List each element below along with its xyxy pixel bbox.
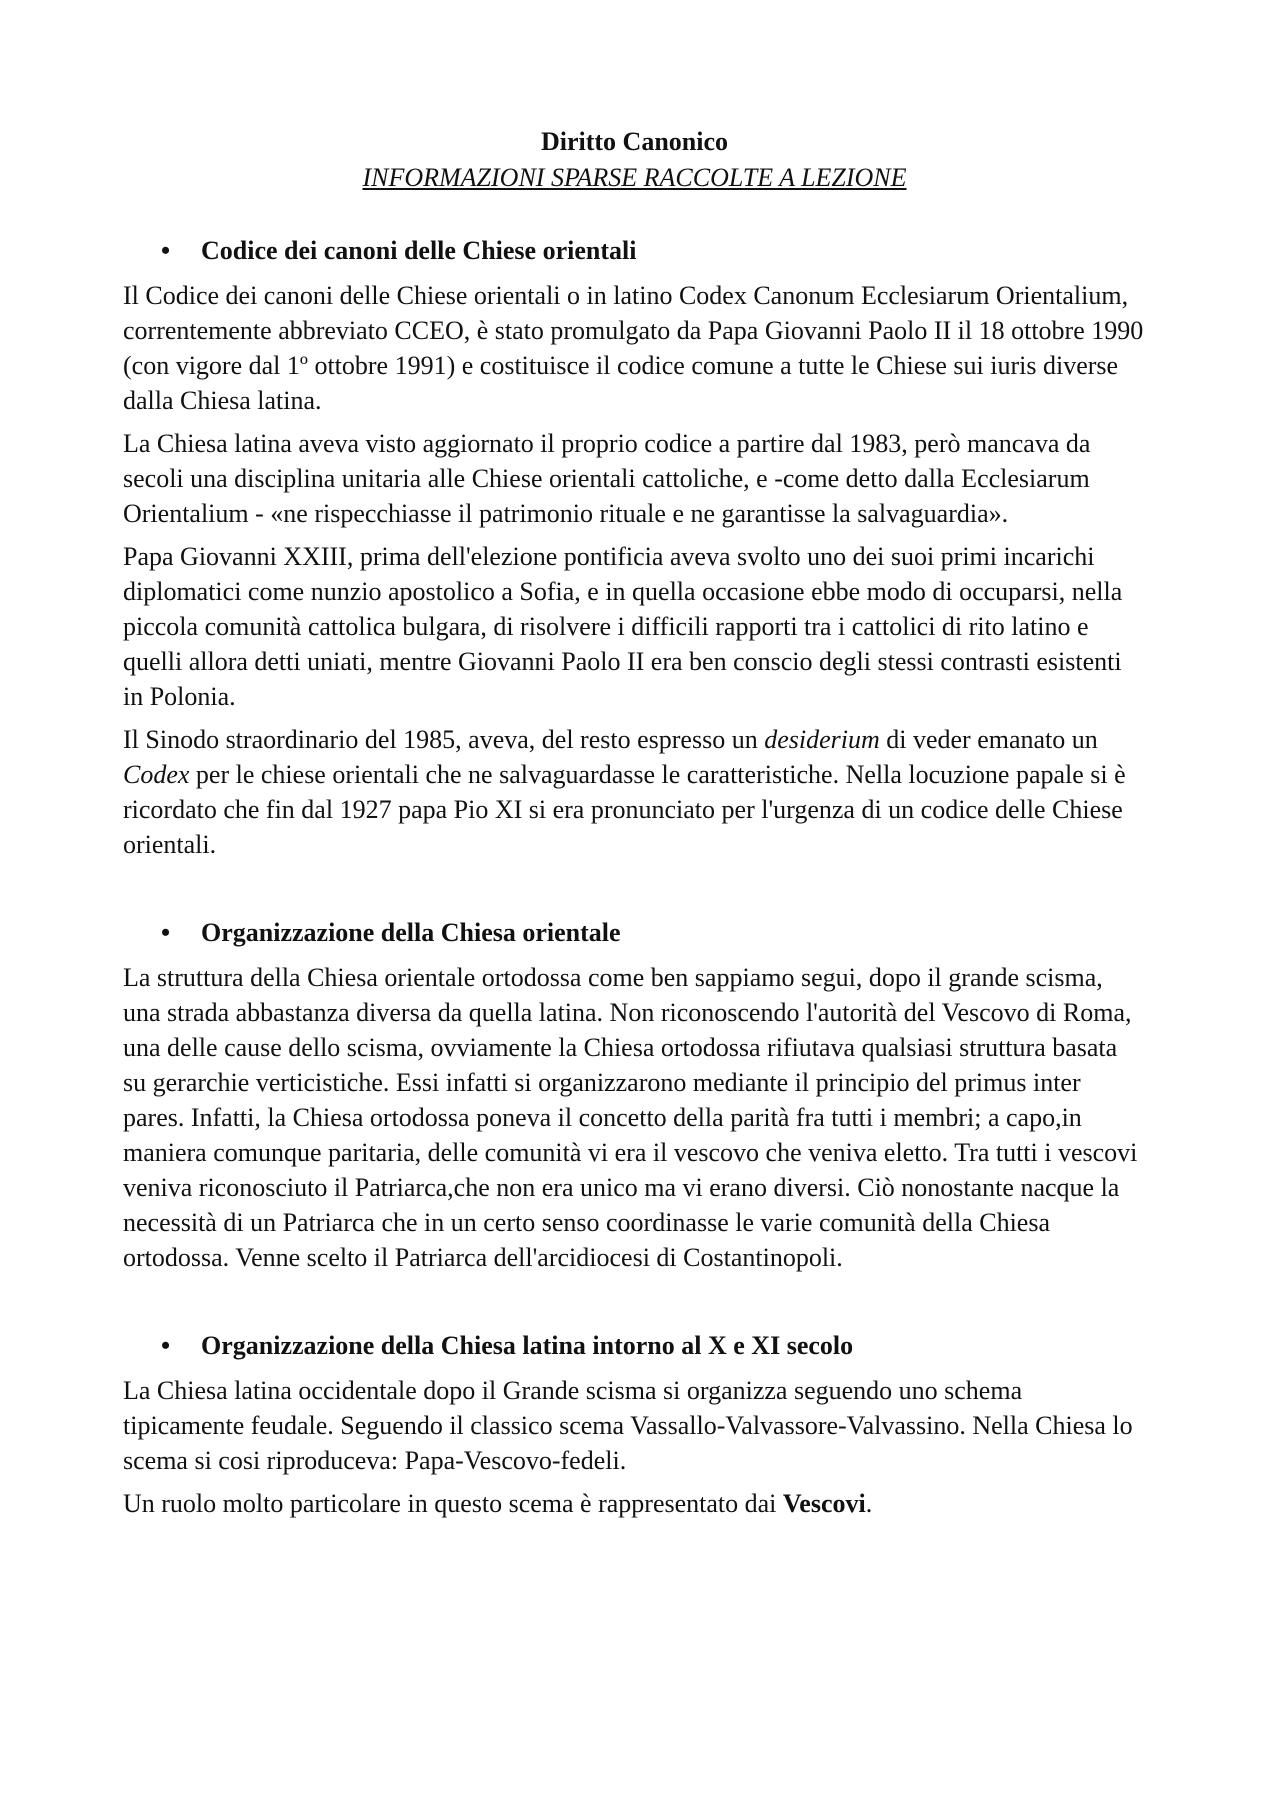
section-heading-text: Codice dei canoni delle Chiese orientali [201,236,637,265]
paragraph-sinodo [123,722,1146,862]
document-subtitle: INFORMAZIONI SPARSE RACCOLTE A LEZIONE [362,163,907,192]
text-run: Il Sinodo straordinario del 1985, aveva, del resto espresso un [123,725,765,754]
section-heading-codice [123,234,1146,268]
text-run: di veder emanato un [879,725,1098,754]
bold-term-vescovi: Vescovi [782,1489,866,1518]
paragraph: Il Codice dei canoni delle Chiese orientali o in latino Codex Canonum Ecclesiarum Orientalium, correntemente abbreviato CCEO, è stato promulgato da Papa Giovanni Paolo II il 18 ottobre 1990 (con vigore dal 1º ottobre 1991) e costituisce il codice comune a tutte le Chiese sui iuris diverse dalla Chiesa latina. [123,281,1144,415]
italic-term-desiderium: desiderium [764,725,880,754]
document-title: Diritto Canonico [540,127,729,156]
paragraph: La Chiesa latina occidentale dopo il Grande scisma si organizza seguendo uno schema tipicamente feudale. Seguendo il classico scema Vassallo-Valvassore-Valvassino. Nella Chiesa lo scema si cosi riproduceva: Papa-Vescovo-fedeli. [123,1376,1133,1475]
section-heading-text: Organizzazione della Chiesa latina intorno al X e XI secolo [201,1331,854,1360]
section-heading-text: Organizzazione della Chiesa orientale [201,918,621,947]
bullet-icon: • [161,236,171,265]
document-header [123,124,1146,196]
paragraph: La struttura della Chiesa orientale ortodossa come ben sappiamo segui, dopo il grande scisma, una strada abbastanza diversa da quella latina. Non riconoscendo l'autorità del Vescovo di Roma, una delle cause dello scisma, ovviamente la Chiesa ortodossa rifiutava qualsiasi struttura basata su gerarchie verticistiche. Essi infatti si organizzarono mediante il principio del primus inter pares. Infatti, la Chiesa ortodossa poneva il concetto della parità fra tutti i membri; a capo,in maniera comunque paritaria, delle comunità vi era il vescovo che veniva eletto. Tra tutti i vescovi veniva riconosciuto il Patriarca,che non era unico ma vi erano diversi. Ciò nonostante nacque la necessità di un Patriarca che in un certo senso coordinasse le varie comunità della Chiesa ortodossa. Venne scelto il Patriarca dell'arcidiocesi di Costantinopoli. [123,963,1138,1272]
bullet-icon: • [161,1331,171,1360]
text-run: per le chiese orientali che ne salvaguardasse le caratteristiche. Nella locuzione papale si è ricordato che fin dal 1927 papa Pio XI si era pronunciato per l'urgenza di un codice delle Chiese orientali. [123,760,1126,859]
section-spacer [123,870,1146,916]
paragraph: La Chiesa latina aveva visto aggiornato il proprio codice a partire dal 1983, però mancava da secoli una disciplina unitaria alle Chiese orientali cattoliche, e -come detto dalla Ecclesiarum Orientalium - «ne rispecchiasse il patrimonio rituale e ne garantisse la salvaguardia». [123,429,1091,528]
section-spacer [123,1283,1146,1329]
paragraph-vescovi [123,1486,1146,1521]
text-run: . [865,1489,873,1518]
section-heading-chiesa-latina [123,1329,1146,1363]
paragraph: Papa Giovanni XXIII, prima dell'elezione pontificia aveva svolto uno dei suoi primi incarichi diplomatici come nunzio apostolico a Sofia, e in quella occasione ebbe modo di occuparsi, nella piccola comunità cattolica bulgara, di risolvere i difficili rapporti tra i cattolici di rito latino e quelli allora detti uniati, mentre Giovanni Paolo II era ben conscio degli stessi contrasti esistenti in Polonia. [123,542,1123,711]
italic-term-codex: Codex [123,760,190,789]
bullet-icon: • [161,918,171,947]
text-run: Un ruolo molto particolare in questo scema è rappresentato dai [123,1489,783,1518]
section-heading-chiesa-orientale [123,916,1146,950]
